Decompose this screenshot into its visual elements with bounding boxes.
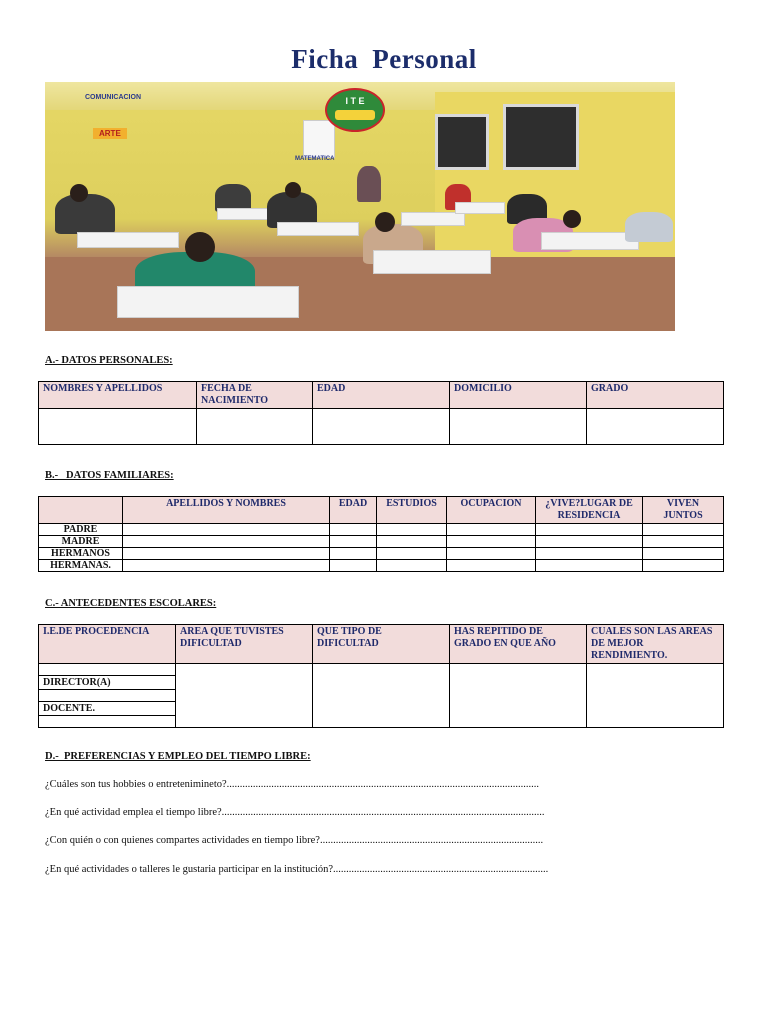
field-area-dificultad[interactable]	[176, 664, 313, 728]
header-blank	[39, 497, 123, 524]
question-talleres: ¿En qué actividades o talleres le gustaria participar en la institución?..................................................................................	[45, 864, 549, 875]
header-edad: EDAD	[313, 382, 450, 409]
section-c-heading: C.- ANTECEDENTES ESCOLARES:	[45, 598, 217, 609]
section-b-heading: B.- DATOS FAMILIARES:	[45, 470, 174, 481]
cell[interactable]	[330, 560, 377, 572]
row-label-hermanas: HERMANAS.	[39, 560, 123, 572]
header-fecha-nacimiento: FECHA DE NACIMIENTO	[197, 382, 313, 409]
cell[interactable]	[643, 560, 724, 572]
field-repitido-grado[interactable]	[450, 664, 587, 728]
question-hobbies: ¿Cuáles son tus hobbies o entretenimineto?.......................................................................................................................	[45, 779, 540, 790]
page-title	[0, 44, 768, 75]
field-areas-mejor-rendimiento[interactable]	[587, 664, 724, 728]
school-logo-band	[335, 110, 375, 120]
field-tipo-dificultad[interactable]	[313, 664, 450, 728]
table-row	[39, 560, 724, 572]
cell[interactable]	[643, 524, 724, 536]
header-ocupacion: OCUPACION	[447, 497, 536, 524]
cell[interactable]	[643, 548, 724, 560]
photo-student-head	[70, 184, 88, 202]
field-nombres-apellidos[interactable]	[39, 409, 197, 445]
table-row	[39, 536, 724, 548]
field-grado[interactable]	[587, 409, 724, 445]
field-domicilio[interactable]	[450, 409, 587, 445]
title-word-personal: Personal	[372, 44, 477, 74]
cell[interactable]	[447, 548, 536, 560]
cell[interactable]	[377, 536, 447, 548]
classroom-photo	[45, 82, 675, 331]
header-areas-mejor-rendimiento: CUALES SON LAS AREAS DE MEJOR RENDIMIENTO.	[587, 625, 724, 664]
photo-window	[435, 114, 489, 170]
header-tipo-dificultad: QUE TIPO DE DIFICULTAD	[313, 625, 450, 664]
header-area-dificultad: AREA QUE TUVISTES DIFICULTAD	[176, 625, 313, 664]
section-a-heading: A.- DATOS PERSONALES:	[45, 355, 173, 366]
header-ie-procedencia: I.E.DE PROCEDENCIA	[39, 625, 176, 664]
photo-student-head	[375, 212, 395, 232]
row-label-madre: MADRE	[39, 536, 123, 548]
row-label-padre: PADRE	[39, 524, 123, 536]
field-docente[interactable]	[39, 716, 176, 728]
cell[interactable]	[330, 524, 377, 536]
photo-student	[625, 212, 673, 242]
photo-sign-matematica: MATEMATICA	[295, 156, 335, 162]
question-con-quien: ¿Con quién o con quienes compartes actividades en tiempo libre?.....................................................................................	[45, 835, 544, 846]
photo-poster	[303, 120, 335, 158]
field-fecha-nacimiento[interactable]	[197, 409, 313, 445]
photo-sign-comunicacion: COMUNICACION	[85, 94, 141, 101]
header-grado: GRADO	[587, 382, 724, 409]
cell[interactable]	[123, 536, 330, 548]
cell[interactable]	[536, 524, 643, 536]
datos-personales-table	[38, 381, 724, 445]
cell[interactable]	[123, 548, 330, 560]
question-tiempo-libre: ¿En qué actividad emplea el tiempo libre?...........................................................................................................................	[45, 807, 545, 818]
cell[interactable]	[330, 548, 377, 560]
photo-desk	[77, 232, 179, 248]
field-director[interactable]	[39, 690, 176, 702]
label-docente: DOCENTE.	[39, 702, 176, 716]
photo-student-head	[563, 210, 581, 228]
photo-desk	[373, 250, 491, 274]
field-edad[interactable]	[313, 409, 450, 445]
antecedentes-escolares-table	[38, 624, 724, 728]
table-row	[39, 548, 724, 560]
header-apellidos-nombres: APELLIDOS Y NOMBRES	[123, 497, 330, 524]
photo-desk	[117, 286, 299, 318]
cell[interactable]	[447, 524, 536, 536]
header-estudios: ESTUDIOS	[377, 497, 447, 524]
cell[interactable]	[330, 536, 377, 548]
photo-student	[357, 166, 381, 202]
cell[interactable]	[536, 560, 643, 572]
school-logo	[325, 88, 385, 132]
label-director: DIRECTOR(A)	[39, 676, 176, 690]
photo-student-head	[185, 232, 215, 262]
cell[interactable]	[377, 548, 447, 560]
cell[interactable]	[447, 536, 536, 548]
cell[interactable]	[123, 560, 330, 572]
cell[interactable]	[377, 560, 447, 572]
header-repitido-grado: HAS REPITIDO DE GRADO EN QUE AÑO	[450, 625, 587, 664]
photo-desk	[277, 222, 359, 236]
header-domicilio: DOMICILIO	[450, 382, 587, 409]
cell[interactable]	[536, 536, 643, 548]
photo-desk	[401, 212, 465, 226]
cell[interactable]	[536, 548, 643, 560]
photo-student-head	[285, 182, 301, 198]
header-nombres-apellidos: NOMBRES Y APELLIDOS	[39, 382, 197, 409]
datos-familiares-table	[38, 496, 724, 572]
header-vive-lugar-residencia: ¿VIVE?LUGAR DE RESIDENCIA	[536, 497, 643, 524]
table-row	[39, 524, 724, 536]
row-label-hermanos: HERMANOS	[39, 548, 123, 560]
photo-student	[55, 194, 115, 234]
title-word-ficha: Ficha	[291, 44, 359, 74]
cell[interactable]	[447, 560, 536, 572]
field-ie-procedencia[interactable]	[39, 664, 176, 676]
photo-sign-arte: ARTE	[93, 128, 127, 139]
header-edad: EDAD	[330, 497, 377, 524]
school-logo-text: I T E	[345, 96, 365, 106]
header-viven-juntos: VIVEN JUNTOS	[643, 497, 724, 524]
cell[interactable]	[377, 524, 447, 536]
photo-desk	[455, 202, 505, 214]
section-d-heading: D.- PREFERENCIAS Y EMPLEO DEL TIEMPO LIBRE:	[45, 751, 311, 762]
cell[interactable]	[123, 524, 330, 536]
cell[interactable]	[643, 536, 724, 548]
photo-desk	[217, 208, 269, 220]
photo-window	[503, 104, 579, 170]
